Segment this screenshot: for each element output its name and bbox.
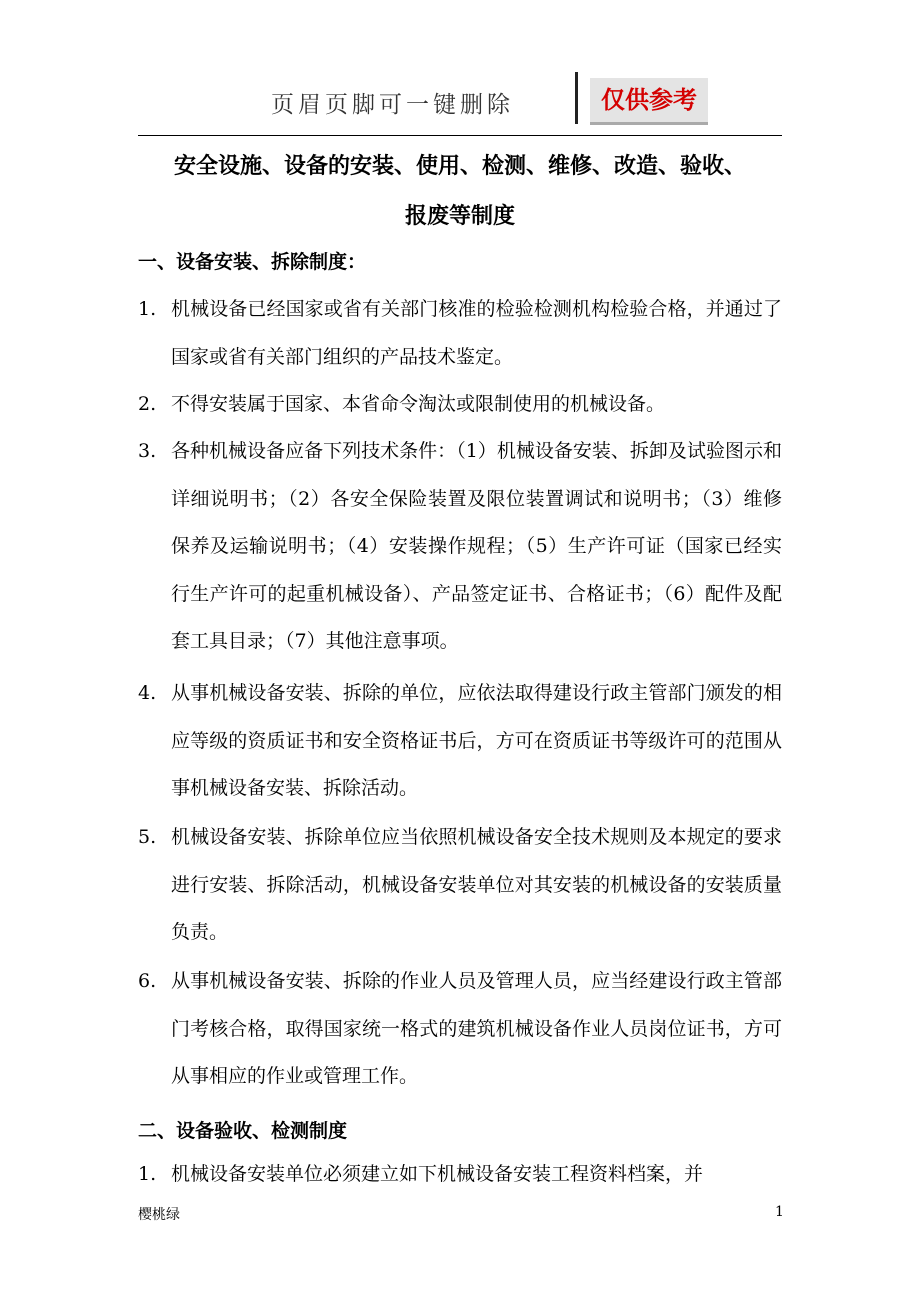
section-heading-1: 一、设备安装、拆除制度： [138,251,367,273]
section-heading-2: 二、设备验收、检测制度 [138,1120,348,1142]
list-item [138,428,782,666]
title-line-2: 报废等制度 [404,204,515,229]
header-rule [138,135,782,136]
item-text: 各种机械设备应备下列技术条件：（1）机械设备安装、拆卸及试验图示和详细说明书；（2）各安全保险装置及限位装置调试和说明书；（3）维修保养及运输说明书；（4）安装操作规程；（5）生产许可证（国家已经实行生产许可的起重机械设备）、产品签定证书、合格证书；（6）配件及配套工具目录；（7）其他注意事项。 [171,440,782,652]
page-number: 1 [775,1204,784,1220]
item-number: 4. [138,682,157,704]
list-item [138,286,782,381]
title-line-1: 安全设施、设备的安装、使用、检测、维修、改造、验收、 [173,154,746,179]
item-text: 从事机械设备安装、拆除的单位，应依法取得建设行政主管部门颁发的相应等级的资质证书和安全资格证书后，方可在资质证书等级许可的范围从事机械设备安装、拆除活动。 [171,682,782,799]
header-banner [255,72,725,130]
header-divider [575,72,578,124]
item-text: 机械设备安装单位必须建立如下机械设备安装工程资料档案，并 [171,1163,704,1185]
item-text: 不得安装属于国家、本省命令淘汰或限制使用的机械设备。 [171,393,666,415]
item-number: 6. [138,970,157,992]
item-text: 机械设备安装、拆除单位应当依照机械设备安全技术规则及本规定的要求进行安装、拆除活动，机械设备安装单位对其安装的机械设备的安装质量负责。 [171,826,782,943]
header-badge: 仅供参考 [590,78,708,125]
item-number: 1. [138,1163,157,1185]
list-item [138,670,782,813]
item-text: 从事机械设备安装、拆除的作业人员及管理人员，应当经建设行政主管部门考核合格，取得国家统一格式的建筑机械设备作业人员岗位证书，方可从事相应的作业或管理工作。 [171,970,782,1087]
item-number: 3. [138,440,157,462]
list-item [138,814,782,957]
item-number: 5. [138,826,157,848]
list-item [138,1151,782,1199]
item-number: 2. [138,393,157,415]
list-item [138,958,782,1101]
item-number: 1. [138,298,157,320]
footer-left-text: 樱桃绿 [138,1207,180,1223]
list-item [138,381,782,429]
item-text: 机械设备已经国家或省有关部门核准的检验检测机构检验合格，并通过了国家或省有关部门组织的产品技术鉴定。 [171,298,782,368]
header-left-text: 页眉页脚可一键删除 [271,92,514,118]
document-title [138,142,782,242]
